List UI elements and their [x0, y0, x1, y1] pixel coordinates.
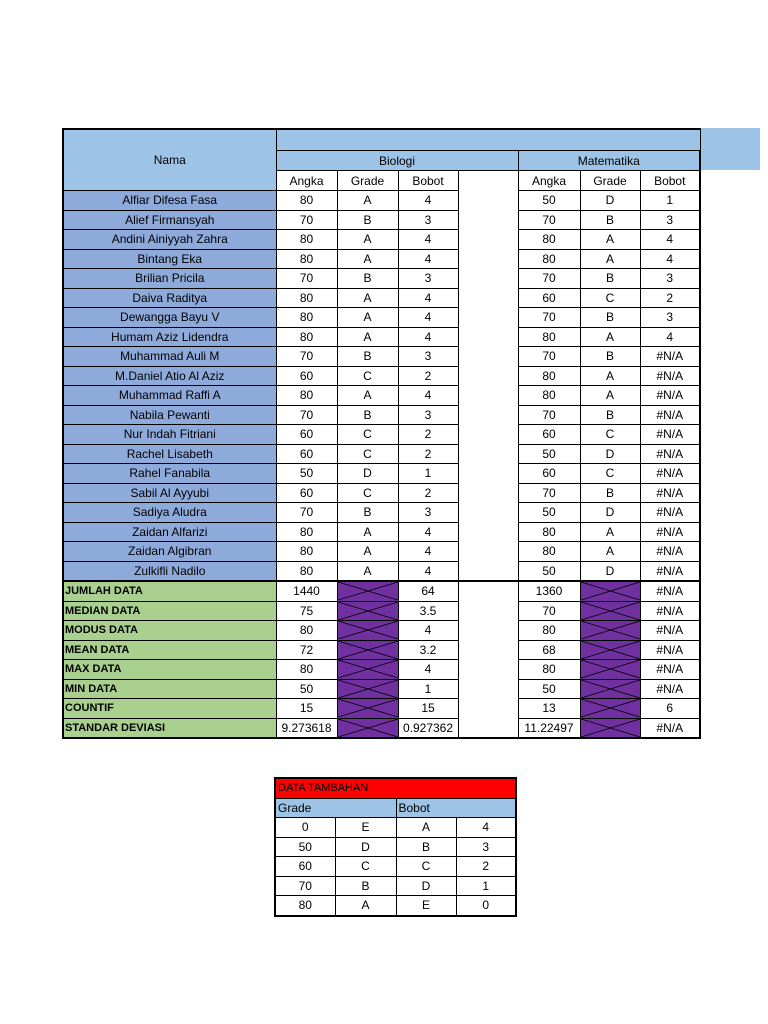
- matematika-angka: 60: [518, 288, 580, 308]
- spacer-cell: [458, 386, 518, 406]
- biologi-grade: A: [337, 386, 398, 406]
- matematika-bobot-stat: #N/A: [640, 621, 700, 641]
- spacer-cell: [458, 425, 518, 445]
- matematika-bobot: 4: [640, 327, 700, 347]
- biologi-angka-stat: 80: [276, 621, 337, 641]
- matematika-angka: 70: [518, 347, 580, 367]
- matematika-bobot: #N/A: [640, 347, 700, 367]
- matematika-bobot: #N/A: [640, 522, 700, 542]
- header-matematika: Matematika: [518, 151, 700, 171]
- spacer-cell: [458, 210, 518, 230]
- grade-na-cell: [580, 601, 640, 621]
- spacer-cell: [458, 718, 518, 738]
- header-overflow-fill: [698, 128, 760, 170]
- biologi-bobot: 4: [398, 327, 458, 347]
- bobot-letter: D: [396, 876, 456, 896]
- matematika-bobot: #N/A: [640, 405, 700, 425]
- stat-label: MEDIAN DATA: [63, 601, 276, 621]
- spacer-cell: [458, 699, 518, 719]
- grade-na-cell: [337, 581, 398, 601]
- biologi-angka-stat: 15: [276, 699, 337, 719]
- stat-label: STANDAR DEVIASI: [63, 718, 276, 738]
- table-row: [63, 210, 700, 230]
- matematika-bobot: 4: [640, 230, 700, 250]
- biologi-bobot: 4: [398, 308, 458, 328]
- biologi-angka: 80: [276, 561, 337, 581]
- biologi-grade: B: [337, 503, 398, 523]
- table-row: [63, 230, 700, 250]
- biologi-bobot: 3: [398, 269, 458, 289]
- grade-na-cell: [580, 640, 640, 660]
- biologi-angka: 70: [276, 269, 337, 289]
- grade-letter: A: [335, 896, 396, 916]
- matematika-grade: A: [580, 386, 640, 406]
- matematika-bobot: 1: [640, 191, 700, 211]
- grade-na-cell: [337, 621, 398, 641]
- matematika-bobot-stat: #N/A: [640, 640, 700, 660]
- matematika-angka: 70: [518, 308, 580, 328]
- table-row: [275, 818, 516, 838]
- biologi-angka: 60: [276, 425, 337, 445]
- student-name: Alief Firmansyah: [63, 210, 276, 230]
- matematika-grade: B: [580, 405, 640, 425]
- stat-row: [63, 718, 700, 738]
- spacer-cell: [458, 601, 518, 621]
- matematika-grade: A: [580, 522, 640, 542]
- matematika-bobot: #N/A: [640, 561, 700, 581]
- matematika-angka: 70: [518, 269, 580, 289]
- biologi-grade: D: [337, 464, 398, 484]
- biologi-bobot: 2: [398, 444, 458, 464]
- biologi-grade: A: [337, 542, 398, 562]
- matematika-bobot: #N/A: [640, 425, 700, 445]
- biologi-angka: 80: [276, 542, 337, 562]
- biologi-grade: A: [337, 522, 398, 542]
- matematika-angka: 80: [518, 327, 580, 347]
- matematika-bobot: #N/A: [640, 542, 700, 562]
- biologi-bobot: 1: [398, 464, 458, 484]
- biologi-bobot: 4: [398, 249, 458, 269]
- spacer-cell: [458, 660, 518, 680]
- grade-threshold: 0: [275, 818, 335, 838]
- table-row: [63, 347, 700, 367]
- matematika-bobot-stat: #N/A: [640, 660, 700, 680]
- bobot-value: 1: [456, 876, 516, 896]
- stat-label: MAX DATA: [63, 660, 276, 680]
- grade-threshold: 60: [275, 857, 335, 877]
- stat-row: [63, 640, 700, 660]
- biologi-angka: 70: [276, 347, 337, 367]
- biologi-bobot: 3: [398, 405, 458, 425]
- matematika-bobot-stat: 6: [640, 699, 700, 719]
- matematika-bobot: 3: [640, 269, 700, 289]
- biologi-bobot: 2: [398, 366, 458, 386]
- matematika-angka: 80: [518, 230, 580, 250]
- biologi-grade: B: [337, 347, 398, 367]
- biologi-angka: 60: [276, 483, 337, 503]
- table-row: [63, 249, 700, 269]
- biologi-bobot: 3: [398, 210, 458, 230]
- matematika-grade: A: [580, 366, 640, 386]
- biologi-grade: A: [337, 288, 398, 308]
- header-matematika-angka: Angka: [518, 171, 580, 191]
- biologi-bobot-stat: 1: [398, 679, 458, 699]
- biologi-bobot: 3: [398, 503, 458, 523]
- student-name: Zaidan Algibran: [63, 542, 276, 562]
- grade-na-cell: [580, 581, 640, 601]
- biologi-grade: A: [337, 561, 398, 581]
- stat-row: [63, 581, 700, 601]
- biologi-bobot-stat: 64: [398, 581, 458, 601]
- matematika-grade: A: [580, 542, 640, 562]
- header-biologi-angka: Angka: [276, 171, 337, 191]
- stat-label: JUMLAH DATA: [63, 581, 276, 601]
- data-tambahan-grade-label: Grade: [275, 798, 396, 818]
- matematika-grade: D: [580, 561, 640, 581]
- biologi-angka-stat: 50: [276, 679, 337, 699]
- biologi-angka: 80: [276, 230, 337, 250]
- matematika-angka: 60: [518, 425, 580, 445]
- student-name: Sabil Al Ayyubi: [63, 483, 276, 503]
- grade-na-cell: [580, 660, 640, 680]
- spacer-cell: [458, 503, 518, 523]
- matematika-grade: B: [580, 347, 640, 367]
- student-name: Brilian Pricila: [63, 269, 276, 289]
- biologi-grade: B: [337, 405, 398, 425]
- header-matematika-bobot: Bobot: [640, 171, 700, 191]
- biologi-bobot-stat: 3.5: [398, 601, 458, 621]
- matematika-angka-stat: 1360: [518, 581, 580, 601]
- matematika-angka-stat: 50: [518, 679, 580, 699]
- biologi-angka: 80: [276, 191, 337, 211]
- spacer-cell: [458, 327, 518, 347]
- table-row: [63, 386, 700, 406]
- matematika-grade: C: [580, 425, 640, 445]
- biologi-angka: 50: [276, 464, 337, 484]
- biologi-angka: 60: [276, 366, 337, 386]
- matematika-angka: 50: [518, 191, 580, 211]
- bobot-letter: B: [396, 837, 456, 857]
- grade-threshold: 80: [275, 896, 335, 916]
- biologi-bobot-stat: 0.927362: [398, 718, 458, 738]
- table-row: [63, 561, 700, 581]
- biologi-angka-stat: 72: [276, 640, 337, 660]
- biologi-angka: 70: [276, 210, 337, 230]
- biologi-angka: 80: [276, 327, 337, 347]
- biologi-angka: 80: [276, 522, 337, 542]
- student-name: Humam Aziz Lidendra: [63, 327, 276, 347]
- biologi-grade: A: [337, 249, 398, 269]
- stat-row: [63, 660, 700, 680]
- header-biologi-grade: Grade: [337, 171, 398, 191]
- spacer-cell: [458, 542, 518, 562]
- matematika-angka: 80: [518, 249, 580, 269]
- table-row: [63, 308, 700, 328]
- biologi-grade: C: [337, 483, 398, 503]
- matematika-bobot: #N/A: [640, 386, 700, 406]
- stat-label: MIN DATA: [63, 679, 276, 699]
- matematika-bobot: #N/A: [640, 464, 700, 484]
- grade-na-cell: [580, 621, 640, 641]
- matematika-bobot: 3: [640, 210, 700, 230]
- student-name: Daiva Raditya: [63, 288, 276, 308]
- data-tambahan-bobot-label: Bobot: [396, 798, 516, 818]
- matematika-angka: 80: [518, 542, 580, 562]
- biologi-grade: B: [337, 269, 398, 289]
- biologi-angka: 70: [276, 405, 337, 425]
- grade-threshold: 70: [275, 876, 335, 896]
- stat-row: [63, 699, 700, 719]
- grade-na-cell: [337, 699, 398, 719]
- student-name: Zulkifli Nadilo: [63, 561, 276, 581]
- biologi-bobot: 2: [398, 483, 458, 503]
- matematika-angka: 60: [518, 464, 580, 484]
- student-name: Nur Indah Fitriani: [63, 425, 276, 445]
- matematika-angka-stat: 13: [518, 699, 580, 719]
- student-name: M.Daniel Atio Al Aziz: [63, 366, 276, 386]
- spacer-cell: [458, 561, 518, 581]
- biologi-grade: C: [337, 425, 398, 445]
- spacer-cell: [458, 366, 518, 386]
- table-row: [63, 464, 700, 484]
- biologi-bobot-stat: 3.2: [398, 640, 458, 660]
- bobot-letter: A: [396, 818, 456, 838]
- table-row: [63, 503, 700, 523]
- matematika-angka: 70: [518, 483, 580, 503]
- table-row: [63, 483, 700, 503]
- data-tambahan-table: [274, 777, 517, 917]
- bobot-value: 0: [456, 896, 516, 916]
- biologi-angka-stat: 80: [276, 660, 337, 680]
- biologi-bobot: 4: [398, 542, 458, 562]
- grade-letter: B: [335, 876, 396, 896]
- data-tambahan-title: DATA TAMBAHAN: [275, 778, 516, 798]
- table-row: [63, 522, 700, 542]
- matematika-grade: A: [580, 249, 640, 269]
- biologi-bobot: 4: [398, 522, 458, 542]
- matematika-grade: A: [580, 327, 640, 347]
- student-name: Sadiya Aludra: [63, 503, 276, 523]
- spacer-cell: [458, 171, 518, 191]
- matematika-angka-stat: 80: [518, 621, 580, 641]
- table-row: [63, 366, 700, 386]
- matematika-bobot: 4: [640, 249, 700, 269]
- biologi-angka: 80: [276, 249, 337, 269]
- matematika-bobot-stat: #N/A: [640, 718, 700, 738]
- spacer-cell: [458, 308, 518, 328]
- spacer-cell: [458, 581, 518, 601]
- table-row: [63, 327, 700, 347]
- stat-label: MODUS DATA: [63, 621, 276, 641]
- spacer-cell: [458, 405, 518, 425]
- bobot-value: 3: [456, 837, 516, 857]
- grade-letter: C: [335, 857, 396, 877]
- matematika-grade: D: [580, 444, 640, 464]
- matematika-angka: 50: [518, 503, 580, 523]
- spacer-cell: [458, 621, 518, 641]
- table-row: [275, 896, 516, 916]
- biologi-bobot-stat: 4: [398, 660, 458, 680]
- bobot-value: 4: [456, 818, 516, 838]
- matematika-angka: 50: [518, 444, 580, 464]
- grade-na-cell: [580, 699, 640, 719]
- student-name: Zaidan Alfarizi: [63, 522, 276, 542]
- biologi-bobot-stat: 4: [398, 621, 458, 641]
- matematika-grade: B: [580, 269, 640, 289]
- student-name: Rachel Lisabeth: [63, 444, 276, 464]
- bobot-letter: E: [396, 896, 456, 916]
- matematika-bobot: #N/A: [640, 366, 700, 386]
- matematika-angka-stat: 11.22497: [518, 718, 580, 738]
- header-biologi: Biologi: [276, 151, 518, 171]
- biologi-angka: 80: [276, 386, 337, 406]
- grade-na-cell: [337, 718, 398, 738]
- matematika-grade: C: [580, 464, 640, 484]
- spacer-cell: [458, 288, 518, 308]
- student-name: Bintang Eka: [63, 249, 276, 269]
- matematika-angka-stat: 70: [518, 601, 580, 621]
- biologi-angka-stat: 1440: [276, 581, 337, 601]
- matematika-angka: 80: [518, 386, 580, 406]
- biologi-grade: C: [337, 444, 398, 464]
- stat-row: [63, 601, 700, 621]
- biologi-bobot: 4: [398, 561, 458, 581]
- table-row: [63, 542, 700, 562]
- table-row: [63, 288, 700, 308]
- biologi-bobot: 4: [398, 191, 458, 211]
- biologi-grade: A: [337, 191, 398, 211]
- table-row: [63, 269, 700, 289]
- biologi-grade: A: [337, 308, 398, 328]
- grade-na-cell: [337, 601, 398, 621]
- biologi-angka: 80: [276, 308, 337, 328]
- student-name: Muhammad Auli M: [63, 347, 276, 367]
- biologi-bobot: 4: [398, 288, 458, 308]
- biologi-grade: B: [337, 210, 398, 230]
- spacer-cell: [458, 249, 518, 269]
- table-row: [63, 191, 700, 211]
- grade-letter: E: [335, 818, 396, 838]
- matematika-angka-stat: 80: [518, 660, 580, 680]
- biologi-grade: A: [337, 327, 398, 347]
- grade-letter: D: [335, 837, 396, 857]
- biologi-angka: 70: [276, 503, 337, 523]
- matematika-bobot-stat: #N/A: [640, 601, 700, 621]
- student-name: Muhammad Raffi A: [63, 386, 276, 406]
- table-row: [275, 876, 516, 896]
- student-name: Nabila Pewanti: [63, 405, 276, 425]
- matematika-bobot-stat: #N/A: [640, 679, 700, 699]
- spacer-cell: [458, 522, 518, 542]
- grade-na-cell: [580, 718, 640, 738]
- biologi-angka-stat: 9.273618: [276, 718, 337, 738]
- spacer-cell: [458, 679, 518, 699]
- matematika-grade: B: [580, 210, 640, 230]
- matematika-angka: 80: [518, 366, 580, 386]
- table-row: [275, 857, 516, 877]
- stat-label: MEAN DATA: [63, 640, 276, 660]
- matematika-bobot-stat: #N/A: [640, 581, 700, 601]
- matematika-bobot: 2: [640, 288, 700, 308]
- table-row: [63, 444, 700, 464]
- biologi-grade: C: [337, 366, 398, 386]
- matematika-grade: D: [580, 191, 640, 211]
- grade-table: [62, 128, 701, 739]
- stat-row: [63, 679, 700, 699]
- matematika-grade: C: [580, 288, 640, 308]
- grade-na-cell: [580, 679, 640, 699]
- matematika-grade: B: [580, 308, 640, 328]
- student-name: Andini Ainiyyah Zahra: [63, 230, 276, 250]
- matematika-grade: B: [580, 483, 640, 503]
- spacer-cell: [458, 483, 518, 503]
- matematika-grade: A: [580, 230, 640, 250]
- stat-row: [63, 621, 700, 641]
- biologi-bobot-stat: 15: [398, 699, 458, 719]
- matematika-bobot: #N/A: [640, 483, 700, 503]
- grade-threshold: 50: [275, 837, 335, 857]
- matematika-bobot: 3: [640, 308, 700, 328]
- bobot-letter: C: [396, 857, 456, 877]
- biologi-bobot: 2: [398, 425, 458, 445]
- biologi-angka: 60: [276, 444, 337, 464]
- header-nama: Nama: [63, 129, 276, 191]
- biologi-grade: A: [337, 230, 398, 250]
- spacer-cell: [458, 269, 518, 289]
- header-top-band: [276, 129, 700, 151]
- matematika-angka: 50: [518, 561, 580, 581]
- matematika-angka: 70: [518, 405, 580, 425]
- student-name: Dewangga Bayu V: [63, 308, 276, 328]
- matematika-angka-stat: 68: [518, 640, 580, 660]
- spacer-cell: [458, 444, 518, 464]
- spacer-cell: [458, 640, 518, 660]
- grade-na-cell: [337, 640, 398, 660]
- student-name: Rahel Fanabila: [63, 464, 276, 484]
- biologi-angka: 80: [276, 288, 337, 308]
- spacer-cell: [458, 464, 518, 484]
- spacer-cell: [458, 230, 518, 250]
- header-matematika-grade: Grade: [580, 171, 640, 191]
- table-row: [275, 837, 516, 857]
- matematika-bobot: #N/A: [640, 444, 700, 464]
- bobot-value: 2: [456, 857, 516, 877]
- grade-na-cell: [337, 679, 398, 699]
- biologi-bobot: 4: [398, 386, 458, 406]
- matematika-angka: 70: [518, 210, 580, 230]
- student-name: Alfiar Difesa Fasa: [63, 191, 276, 211]
- matematika-bobot: #N/A: [640, 503, 700, 523]
- biologi-angka-stat: 75: [276, 601, 337, 621]
- header-biologi-bobot: Bobot: [398, 171, 458, 191]
- spacer-cell: [458, 191, 518, 211]
- grade-na-cell: [337, 660, 398, 680]
- stat-label: COUNTIF: [63, 699, 276, 719]
- matematika-angka: 80: [518, 522, 580, 542]
- table-row: [63, 425, 700, 445]
- table-row: [63, 405, 700, 425]
- spacer-cell: [458, 347, 518, 367]
- biologi-bobot: 3: [398, 347, 458, 367]
- matematika-grade: D: [580, 503, 640, 523]
- biologi-bobot: 4: [398, 230, 458, 250]
